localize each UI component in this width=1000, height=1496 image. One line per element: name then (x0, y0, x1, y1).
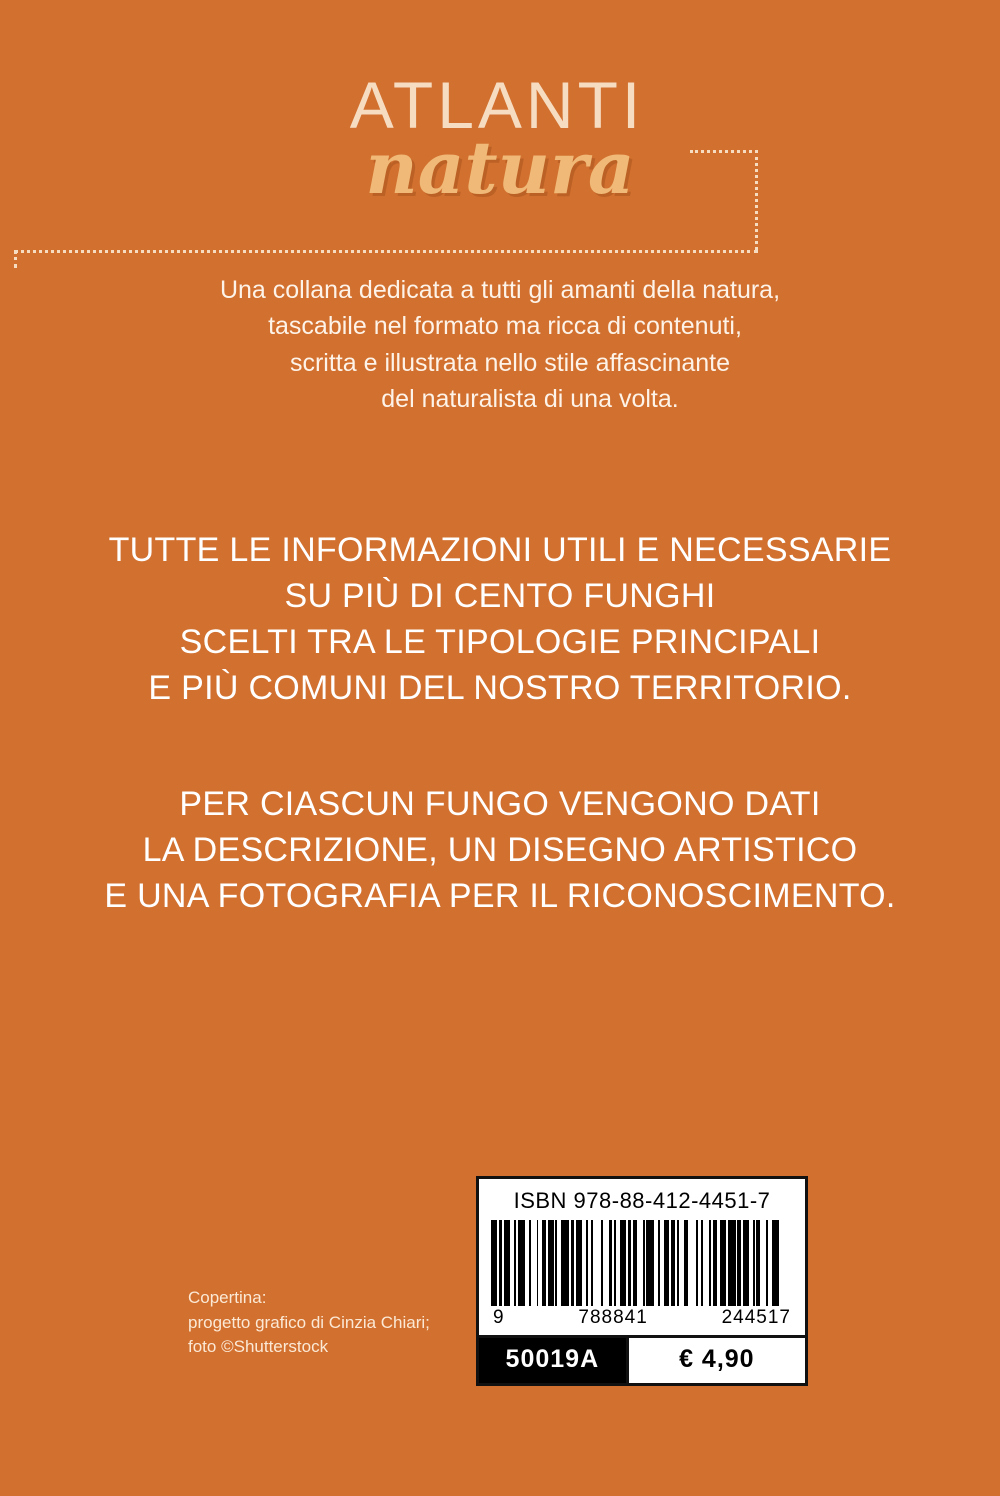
product-code: 50019A (479, 1338, 626, 1383)
barcode-digits (487, 1306, 797, 1335)
series-logo-title-bottom: natura (365, 125, 635, 210)
credits-line: progetto grafico di Cinzia Chiari; (188, 1312, 430, 1332)
price-value: € 4,90 (626, 1338, 805, 1383)
barcode-digit-group-2: 244517 (721, 1307, 791, 1328)
book-highlights-block-1 (0, 528, 1000, 712)
highlight-line: PER CIASCUN FUNGO VENGONO DATI (179, 785, 821, 823)
highlight-line: LA DESCRIZIONE, UN DISEGNO ARTISTICO (142, 830, 858, 869)
highlight-line: E PIÙ COMUNI DEL NOSTRO TERRITORIO. (148, 668, 852, 707)
highlight-line: E UNA FOTOGRAFIA PER IL RICONOSCIMENTO. (104, 876, 896, 915)
series-description-line: Una collana dedicata a tutti gli amanti della natura, (219, 276, 781, 304)
series-description-line: del naturalista di una volta. (381, 384, 679, 413)
highlight-line: TUTTE LE INFORMAZIONI UTILI E NECESSARIE (108, 531, 892, 569)
dotted-frame-top-horizontal (690, 150, 758, 153)
dotted-frame-divider (14, 250, 758, 253)
cover-credits (188, 1286, 430, 1360)
credits-line: Copertina: (188, 1288, 267, 1307)
barcode-block (476, 1176, 808, 1386)
dotted-frame-left-tick (14, 250, 17, 268)
series-description-line: tascabile nel formato ma ricca di contenuti, (268, 312, 742, 341)
barcode-bars (487, 1220, 797, 1306)
series-description-line: scritta e illustrata nello stile affascinante (289, 348, 731, 377)
price-row (479, 1335, 805, 1383)
dotted-frame-right-vertical (755, 150, 758, 250)
book-highlights-block-2 (0, 782, 1000, 920)
highlight-line: SCELTI TRA LE TIPOLOGIE PRINCIPALI (179, 622, 821, 661)
barcode-digit-prefix: 9 (493, 1307, 505, 1328)
credits-line: foto ©Shutterstock (188, 1337, 329, 1357)
isbn-label: ISBN 978-88-412-4451-7 (513, 1188, 771, 1213)
highlight-line: SU PIÙ DI CENTO FUNGHI (284, 576, 716, 615)
series-logo (0, 68, 1000, 210)
barcode-digit-group-1: 788841 (578, 1307, 648, 1328)
series-logo-title-top: ATLANTI (349, 68, 645, 142)
series-description (0, 272, 1000, 417)
